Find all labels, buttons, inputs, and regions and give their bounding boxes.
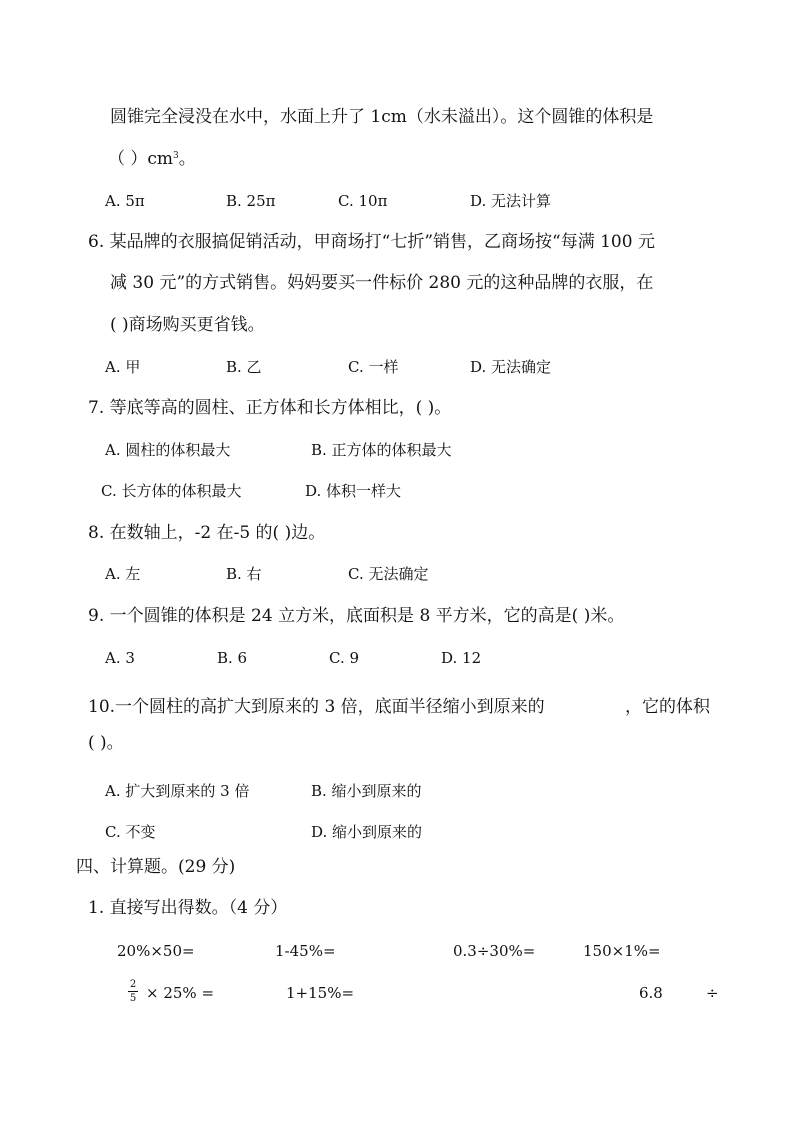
q9-text: 9. 一个圆锥的体积是 24 立方米，底面积是 8 平方米，它的高是( )米。	[88, 606, 625, 626]
calc-item: 150×1%=	[583, 942, 661, 960]
q10-option-b: B. 缩小到原来的	[311, 782, 422, 800]
q6-option-d: D. 无法确定	[470, 358, 552, 376]
fraction-denominator: 5	[129, 993, 137, 1004]
q9-option-d: D. 12	[441, 649, 482, 667]
fraction	[128, 979, 138, 1004]
q7-text: 7. 等底等高的圆柱、正方体和长方体相比，( )。	[88, 398, 452, 418]
q8-option-c: C. 无法确定	[348, 565, 429, 583]
q5-text-line: 圆锥完全浸没在水中，水面上升了 1cm（水未溢出）。这个圆锥的体积是	[110, 107, 654, 127]
calc-item: 1-45%=	[275, 942, 336, 960]
calc-item: 1+15%=	[286, 984, 355, 1002]
q6-text-line2: 减 30 元”的方式销售。妈妈要买一件标价 280 元的这种品牌的衣服，在	[110, 273, 654, 293]
q9-option-a: A. 3	[105, 649, 135, 667]
calc-item: 6.8	[639, 984, 663, 1002]
q7-option-a: A. 圆柱的体积最大	[105, 441, 231, 459]
subsection-title: 1. 直接写出得数。（4 分）	[88, 898, 288, 918]
q5-answer-blank: （ ）$cm^3$。	[108, 149, 196, 169]
q6-option-b: B. 乙	[226, 358, 262, 376]
q5-option-d: D. 无法计算	[470, 192, 552, 210]
q6-text-line1: 6. 某品牌的衣服搞促销活动，甲商场打“七折”销售，乙商场按“每满 100 元	[88, 232, 655, 252]
q8-option-b: B. 右	[226, 565, 262, 583]
q10-option-c: C. 不变	[105, 823, 156, 841]
q9-option-c: C. 9	[329, 649, 360, 667]
q10-text-line2: ( )。	[88, 733, 124, 753]
q7-option-d: D. 体积一样大	[305, 482, 402, 500]
calc-item: 0.3÷30%=	[453, 942, 536, 960]
calc-item: ÷	[706, 984, 719, 1002]
q6-option-a: A. 甲	[105, 358, 141, 376]
section-title: 四、计算题。(29 分)	[76, 857, 236, 877]
q6-option-c: C. 一样	[348, 358, 399, 376]
q6-text-line3: ( )商场购买更省钱。	[110, 315, 265, 335]
q5-option-b: B. 25π	[226, 192, 276, 210]
q9-option-b: B. 6	[217, 649, 248, 667]
q8-text: 8. 在数轴上，-2 在-5 的( )边。	[88, 523, 326, 543]
q10-text-line1b: ，它的体积	[625, 697, 710, 717]
fraction-bar	[128, 991, 138, 992]
q8-option-a: A. 左	[105, 565, 141, 583]
calc-item: 20%×50=	[117, 942, 195, 960]
calc-item: × 25% =	[146, 984, 215, 1002]
q7-option-c: C. 长方体的体积最大	[101, 482, 242, 500]
q10-text-line1a: 10.一个圆柱的高扩大到原来的 3 倍，底面半径缩小到原来的	[88, 697, 545, 717]
q7-option-b: B. 正方体的体积最大	[311, 441, 452, 459]
q5-option-c: C. 10π	[338, 192, 388, 210]
q10-option-a: A. 扩大到原来的 3 倍	[105, 782, 250, 800]
q10-option-d: D. 缩小到原来的	[311, 823, 423, 841]
fraction-numerator: 2	[129, 979, 137, 990]
q5-option-a: A. 5π	[105, 192, 145, 210]
